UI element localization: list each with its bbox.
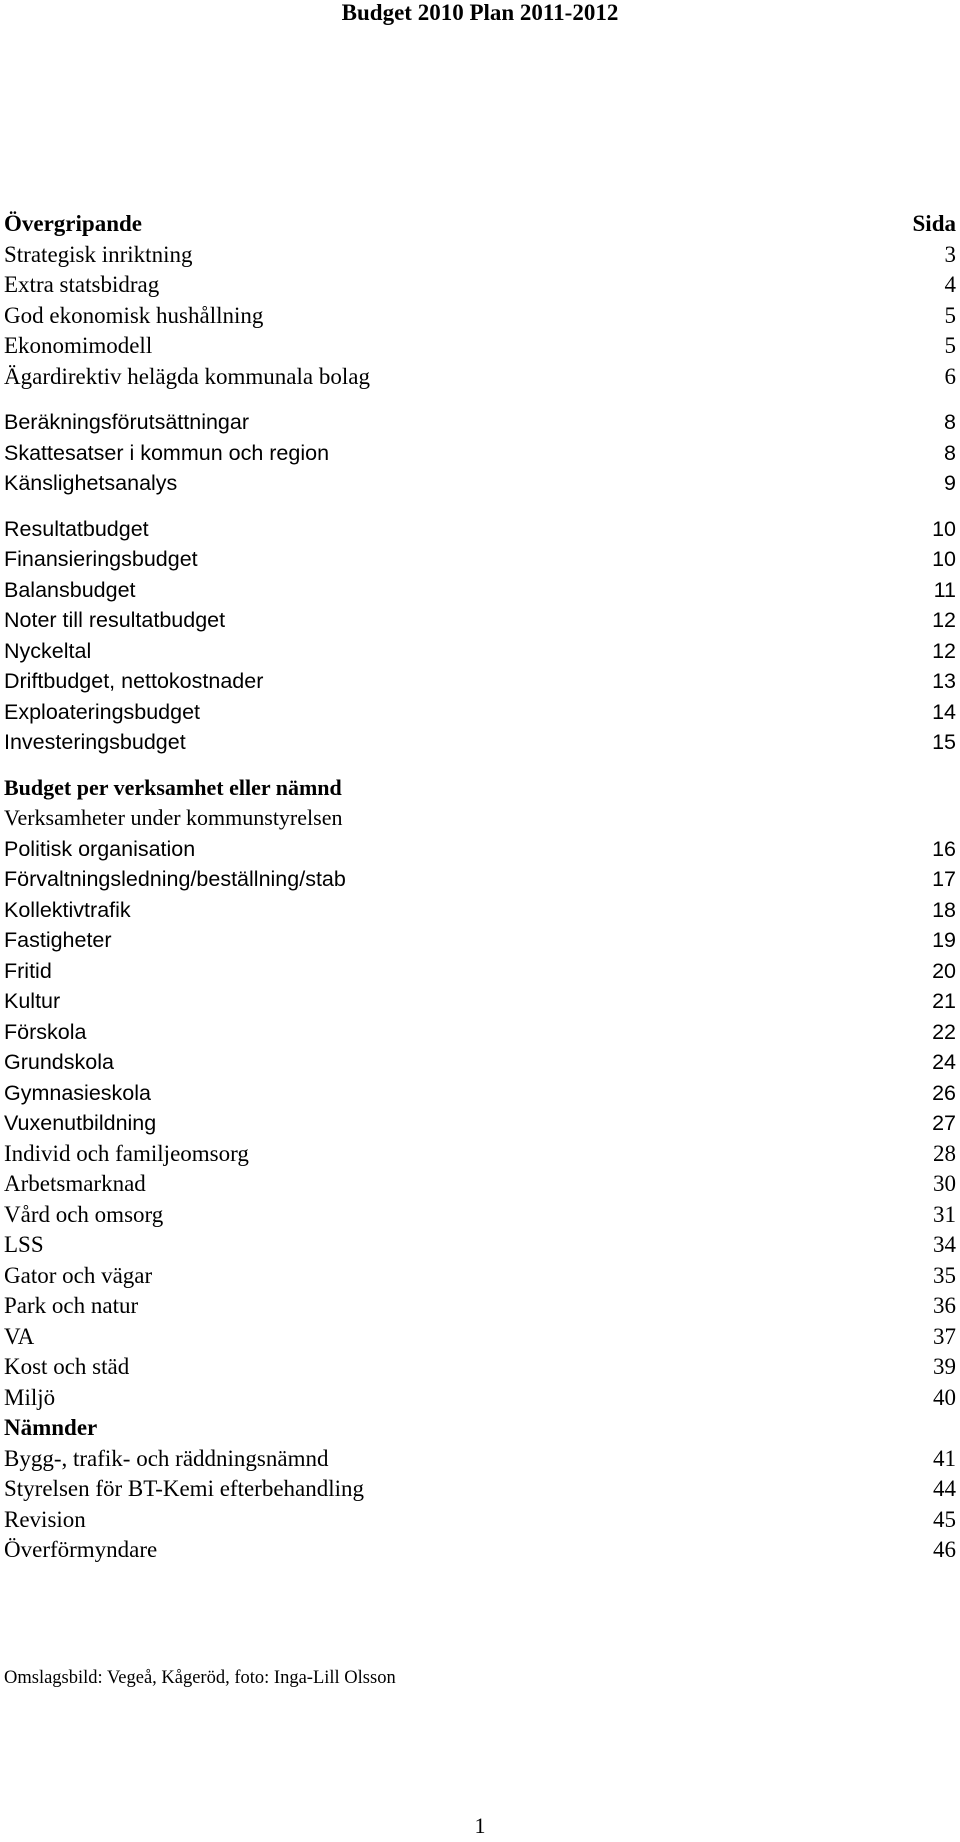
document-header: Budget 2010 Plan 2011-2012 (341, 0, 619, 25)
toc-entry-page: 28 (933, 1140, 956, 1166)
toc-entry-label: Balansbudget (4, 577, 136, 602)
toc-entry-label: Park och natur (4, 1293, 139, 1318)
toc-entry-label: Bygg-, trafik- och räddningsnämnd (4, 1445, 329, 1471)
toc-entry (4, 270, 956, 301)
toc-entry-page: 16 (932, 836, 956, 861)
toc-entry (4, 1108, 956, 1139)
toc-group-3 (4, 514, 956, 758)
toc-entry-label: Förskola (4, 1019, 87, 1044)
toc-entry (4, 864, 956, 895)
toc-entry-label: Fastigheter (4, 928, 112, 952)
toc-entry (4, 925, 956, 956)
section2-heading-row (4, 773, 956, 804)
cover-photo-caption: Omslagsbild: Vegeå, Kågeröd, foto: Inga-Lill Olsson (4, 1668, 396, 1688)
toc-entry-label: Nyckeltal (4, 638, 92, 663)
toc-entry (4, 240, 956, 271)
toc-entry-label: Kultur (4, 989, 61, 1013)
toc-entry-label: Fritid (4, 958, 52, 983)
toc-entry (4, 1139, 956, 1170)
toc-entry-page: 12 (932, 608, 956, 632)
toc-entry-page: 45 (933, 1506, 956, 1532)
toc-entry (4, 1444, 956, 1475)
toc-entry-page: 18 (932, 897, 956, 922)
toc-entry-page: 36 (933, 1293, 956, 1318)
toc-entry-label: Känslighetsanalys (4, 471, 178, 495)
toc-group-2 (4, 407, 956, 499)
page-column-label: Sida (912, 211, 956, 236)
section2-intro-row (4, 803, 956, 834)
toc-entry-page: 40 (933, 1384, 956, 1410)
toc-entry-page: 37 (933, 1323, 956, 1349)
toc-entry-label: Förvaltningsledning/beställning/stab (4, 867, 346, 891)
toc-entry-page: 35 (933, 1262, 956, 1288)
toc-group-4 (4, 834, 956, 1414)
toc-entry-page: 34 (933, 1232, 956, 1257)
toc-entry (4, 362, 956, 393)
toc-entry-label: Gator och vägar (4, 1262, 153, 1288)
toc-entry (4, 1261, 956, 1292)
toc-entry-label: Beräkningsförutsättningar (4, 410, 250, 434)
toc-entry-page: 46 (933, 1537, 956, 1562)
toc-entry (4, 895, 956, 926)
toc-entry (4, 834, 956, 865)
toc-entry-label: Miljö (4, 1384, 56, 1410)
toc-entry (4, 544, 956, 575)
toc-entry (4, 468, 956, 499)
toc-entry (4, 1169, 956, 1200)
toc-entry-label: Överförmyndare (4, 1537, 158, 1562)
toc-group-1 (4, 240, 956, 393)
toc-entry (4, 438, 956, 469)
toc-entry-page: 13 (932, 669, 956, 693)
toc-entry-label: Vård och omsorg (4, 1201, 164, 1227)
toc-entry-label: Ekonomimodell (4, 333, 153, 358)
toc-entry (4, 1078, 956, 1109)
toc-entry-page: 5 (944, 302, 956, 328)
toc-entry-page: 6 (944, 363, 956, 389)
toc-entry (4, 1017, 956, 1048)
toc-group-5 (4, 1444, 956, 1566)
section2-title: Budget per verksamhet eller nämnd (4, 774, 342, 800)
toc-entry-label: God ekonomisk hushållning (4, 302, 264, 328)
toc-heading-row (4, 209, 956, 240)
toc-entry-page: 4 (944, 272, 956, 297)
page-number: 1 (474, 1813, 486, 1838)
spacer (4, 499, 956, 514)
toc-entry (4, 1291, 956, 1322)
toc-entry-label: Investeringsbudget (4, 730, 186, 754)
toc-entry (4, 575, 956, 606)
toc-entry-label: Kost och städ (4, 1354, 130, 1379)
toc-entry (4, 986, 956, 1017)
toc-entry-label: Grundskola (4, 1050, 114, 1074)
toc-entry-page: 5 (944, 333, 956, 358)
toc-entry (4, 697, 956, 728)
toc-entry-label: Styrelsen för BT-Kemi efterbehandling (4, 1476, 365, 1501)
toc-entry-label: Extra statsbidrag (4, 272, 160, 297)
toc-entry-page: 26 (932, 1080, 956, 1105)
toc-entry (4, 956, 956, 987)
toc-entry-page: 44 (933, 1476, 956, 1501)
section-title: Övergripande (4, 211, 142, 236)
toc-entry-page: 14 (932, 699, 956, 724)
toc-entry (4, 1352, 956, 1383)
toc-entry-label: Gymnasieskola (4, 1080, 151, 1105)
toc-entry-label: Vuxenutbildning (4, 1111, 157, 1135)
toc-entry-page: 20 (932, 958, 956, 983)
toc-entry-label: Finansieringsbudget (4, 547, 198, 571)
spacer (4, 392, 956, 407)
toc-entry-label: Individ och familjeomsorg (4, 1140, 249, 1166)
toc-entry-label: Strategisk inriktning (4, 241, 193, 267)
toc-entry-page: 9 (944, 471, 956, 495)
toc-entry-page: 41 (933, 1445, 956, 1471)
section2-intro: Verksamheter under kommunstyrelsen (4, 805, 343, 830)
toc-entry-label: Noter till resultatbudget (4, 608, 226, 632)
toc-entry-page: 27 (932, 1111, 956, 1135)
toc-entry-label: Resultatbudget (4, 516, 149, 541)
toc-entry-page: 10 (932, 516, 956, 541)
toc-entry-label: VA (4, 1323, 35, 1349)
toc-entry-label: Driftbudget, nettokostnader (4, 669, 264, 693)
toc-entry-page: 11 (933, 577, 956, 602)
toc-entry (4, 636, 956, 667)
toc-entry-page: 3 (944, 241, 956, 267)
toc-entry (4, 301, 956, 332)
toc-entry-page: 10 (932, 547, 956, 571)
toc-entry (4, 727, 956, 758)
toc-entry-label: Revision (4, 1506, 86, 1532)
toc-entry-label: Ägardirektiv helägda kommunala bolag (4, 363, 370, 389)
toc-entry (4, 1535, 956, 1566)
toc-entry-page: 15 (932, 730, 956, 754)
toc-entry-page: 19 (932, 928, 956, 952)
toc-entry (4, 1047, 956, 1078)
toc-entry-label: Exploateringsbudget (4, 699, 201, 724)
spacer (4, 758, 956, 773)
toc-entry-label: LSS (4, 1232, 44, 1257)
table-of-contents (4, 209, 956, 1566)
toc-entry (4, 605, 956, 636)
toc-entry (4, 1474, 956, 1505)
toc-entry-label: Skattesatser i kommun och region (4, 440, 330, 465)
toc-entry-page: 39 (933, 1354, 956, 1379)
toc-entry (4, 407, 956, 438)
toc-entry (4, 514, 956, 545)
toc-entry-page: 17 (932, 867, 956, 891)
toc-entry (4, 1200, 956, 1231)
toc-entry (4, 1230, 956, 1261)
toc-entry-label: Arbetsmarknad (4, 1171, 146, 1196)
toc-entry (4, 1322, 956, 1353)
section3-heading-row (4, 1413, 956, 1444)
toc-entry-page: 30 (933, 1171, 956, 1196)
toc-entry-page: 21 (932, 989, 956, 1013)
toc-entry-label: Politisk organisation (4, 836, 196, 861)
toc-entry (4, 666, 956, 697)
toc-entry-page: 8 (944, 410, 956, 434)
toc-entry-page: 12 (932, 638, 956, 663)
toc-entry-page: 8 (944, 440, 956, 465)
toc-entry-label: Kollektivtrafik (4, 897, 131, 922)
section3-title: Nämnder (4, 1415, 98, 1440)
toc-entry-page: 22 (932, 1019, 956, 1044)
toc-entry (4, 331, 956, 362)
toc-entry (4, 1505, 956, 1536)
toc-entry-page: 24 (932, 1050, 956, 1074)
toc-entry-page: 31 (933, 1201, 956, 1227)
toc-entry (4, 1383, 956, 1414)
